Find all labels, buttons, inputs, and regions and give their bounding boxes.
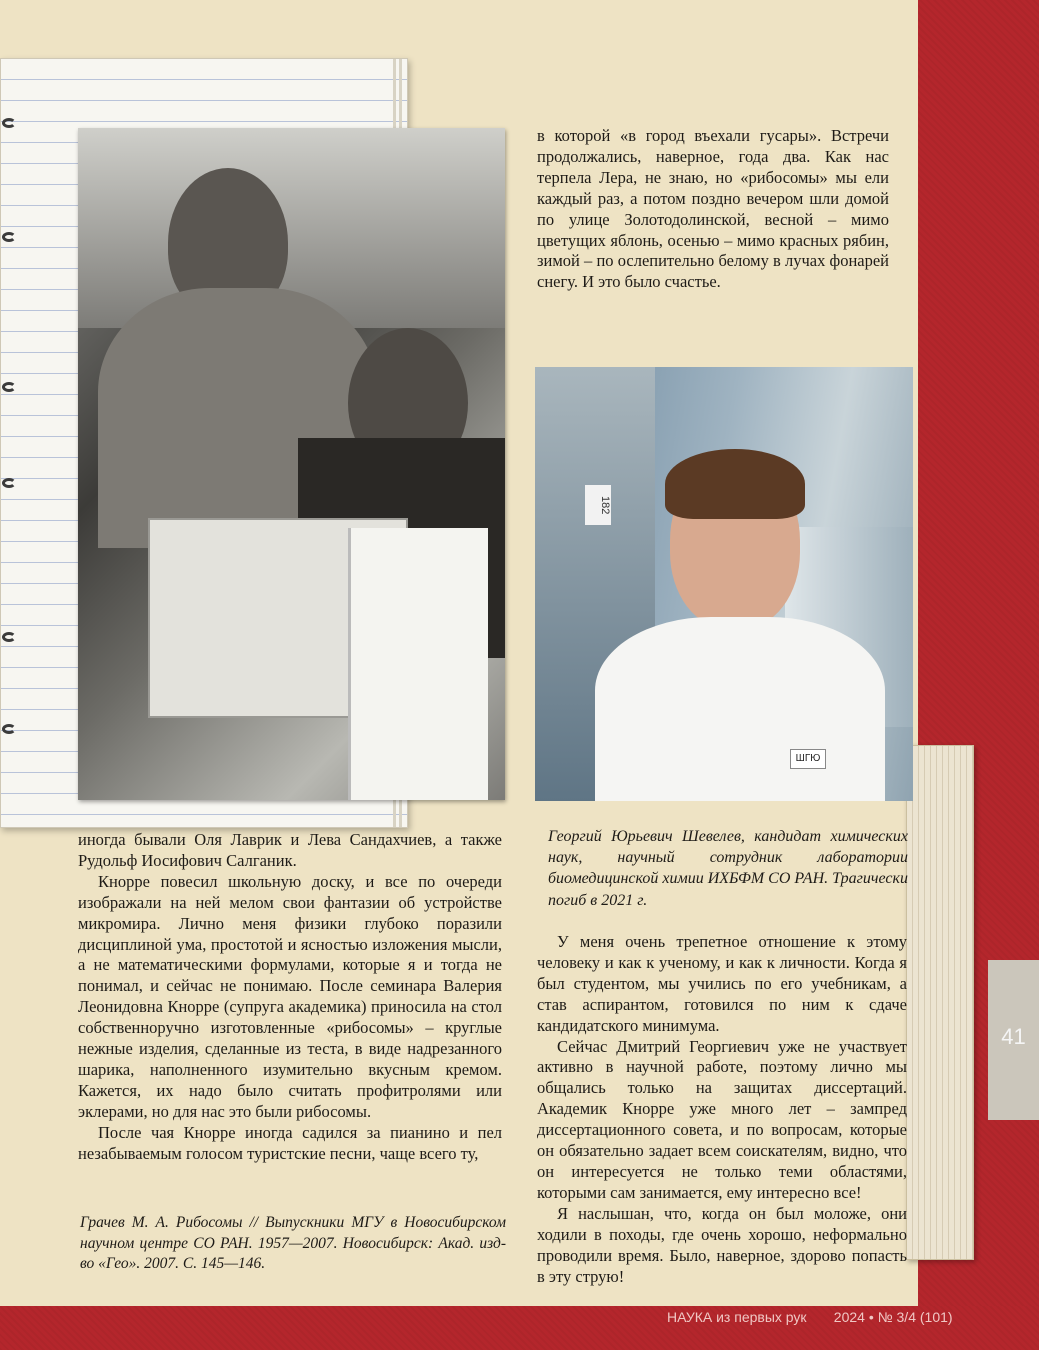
photo-door-sign: 182 — [585, 485, 611, 525]
photo-name-badge: ШГЮ — [790, 749, 826, 769]
footer-issue: 2024 • № 3/4 (101) — [833, 1309, 953, 1325]
paragraph: в которой «в город въехали гусары». Встречи продолжались, наверное, года два. Как нас терпела Лера, не знаю, но «рибосомы» мы ели каждый раз, а потом поздно вечером шли домой по улице Золотодолинской, весной – мимо цветущих яблонь, осенью – мимо красных рябин, зимой – по ослепительно белому в лучах фонарей снегу. И это было счастье. — [537, 126, 889, 292]
footer-line — [667, 1309, 953, 1325]
portrait-photo-shevelev — [535, 367, 913, 801]
citation-reference: Грачев М. А. Рибосомы // Выпускники МГУ в Новосибирском научном центре СО РАН. 1957—2007. Новосибирск: Акад. изд-во «Гео». 2007. С. 145—146. — [80, 1214, 506, 1273]
page-number: 41 — [1001, 1024, 1026, 1049]
photo-caption: Георгий Юрьевич Шевелев, кандидат химических наук, научный сотрудник лаборатории биомедицинской химии ИХБФМ СО РАН. Трагически погиб в 2021 г. — [548, 828, 908, 909]
text-column-top-right — [537, 126, 889, 293]
ring-icon — [2, 118, 16, 128]
ring-icon — [2, 724, 16, 734]
ring-icon — [2, 478, 16, 488]
ring-icon — [2, 382, 16, 392]
paragraph: Сейчас Дмитрий Георгиевич уже не участвует активно в научной работе, поэтому лично мы общались только на защитах диссертаций. Академик Кнорре уже много лет – зампред диссертационного совета, и по вопросам, которые он обязательно задает всем соискателям, видно, что он интересуется не только теми областями, которыми сам занимается, ему интересно все! — [537, 1036, 907, 1202]
lab-photo-black-white — [78, 128, 505, 800]
paragraph: Кнорре повесил школьную доску, и все по очереди изображали на ней мелом свои фантазии об устройстве микромира. Лично меня физики глубоко поразили дисциплиной ума, простотой и ясностью изложения мысли, а не математическими формулами, которые я и тогда не понимал, и сейчас не понимаю. После семинара Валерия Леонидовна Кнорре (супруга академика) приносила на стол собственноручно изготовленные «рибосомы» – круглые нежные изделия, сделанные из теста, в виде надрезанного шарика, наполненного изумительно вкусным кремом. Кажется, их надо было считать профитролями или эклерами, но для нас это были рибосомы. — [78, 871, 502, 1121]
ring-icon — [2, 632, 16, 642]
paragraph: После чая Кнорре иногда садился за пианино и пел незабываемым голосом туристские песни, чаще всего ту, — [78, 1122, 502, 1163]
notebook-right-decoration — [906, 745, 974, 1260]
photo-lab-coat — [595, 617, 885, 801]
text-column-left — [78, 830, 502, 1165]
photo-hair — [665, 449, 805, 519]
photo-paper-roll — [348, 528, 488, 800]
paragraph: иногда бывали Оля Лаврик и Лева Сандахчиев, а также Рудольф Иосифович Салганик. — [78, 830, 502, 870]
ring-icon — [2, 232, 16, 242]
paragraph: У меня очень трепетное отношение к этому человеку и как к ученому, и как к личности. Когда я был студентом, мы учились по его учебникам, а став аспирантом, готовился по ним к сдаче кандидатского минимума. — [537, 932, 907, 1035]
text-column-right — [537, 932, 907, 1287]
paragraph: Я наслышан, что, когда он был моложе, они ходили в походы, где очень хорошо, неформально проводили время. Было, наверное, здорово попасть в эту струю! — [537, 1203, 907, 1286]
footer-magazine: НАУКА из первых рук — [667, 1309, 807, 1325]
